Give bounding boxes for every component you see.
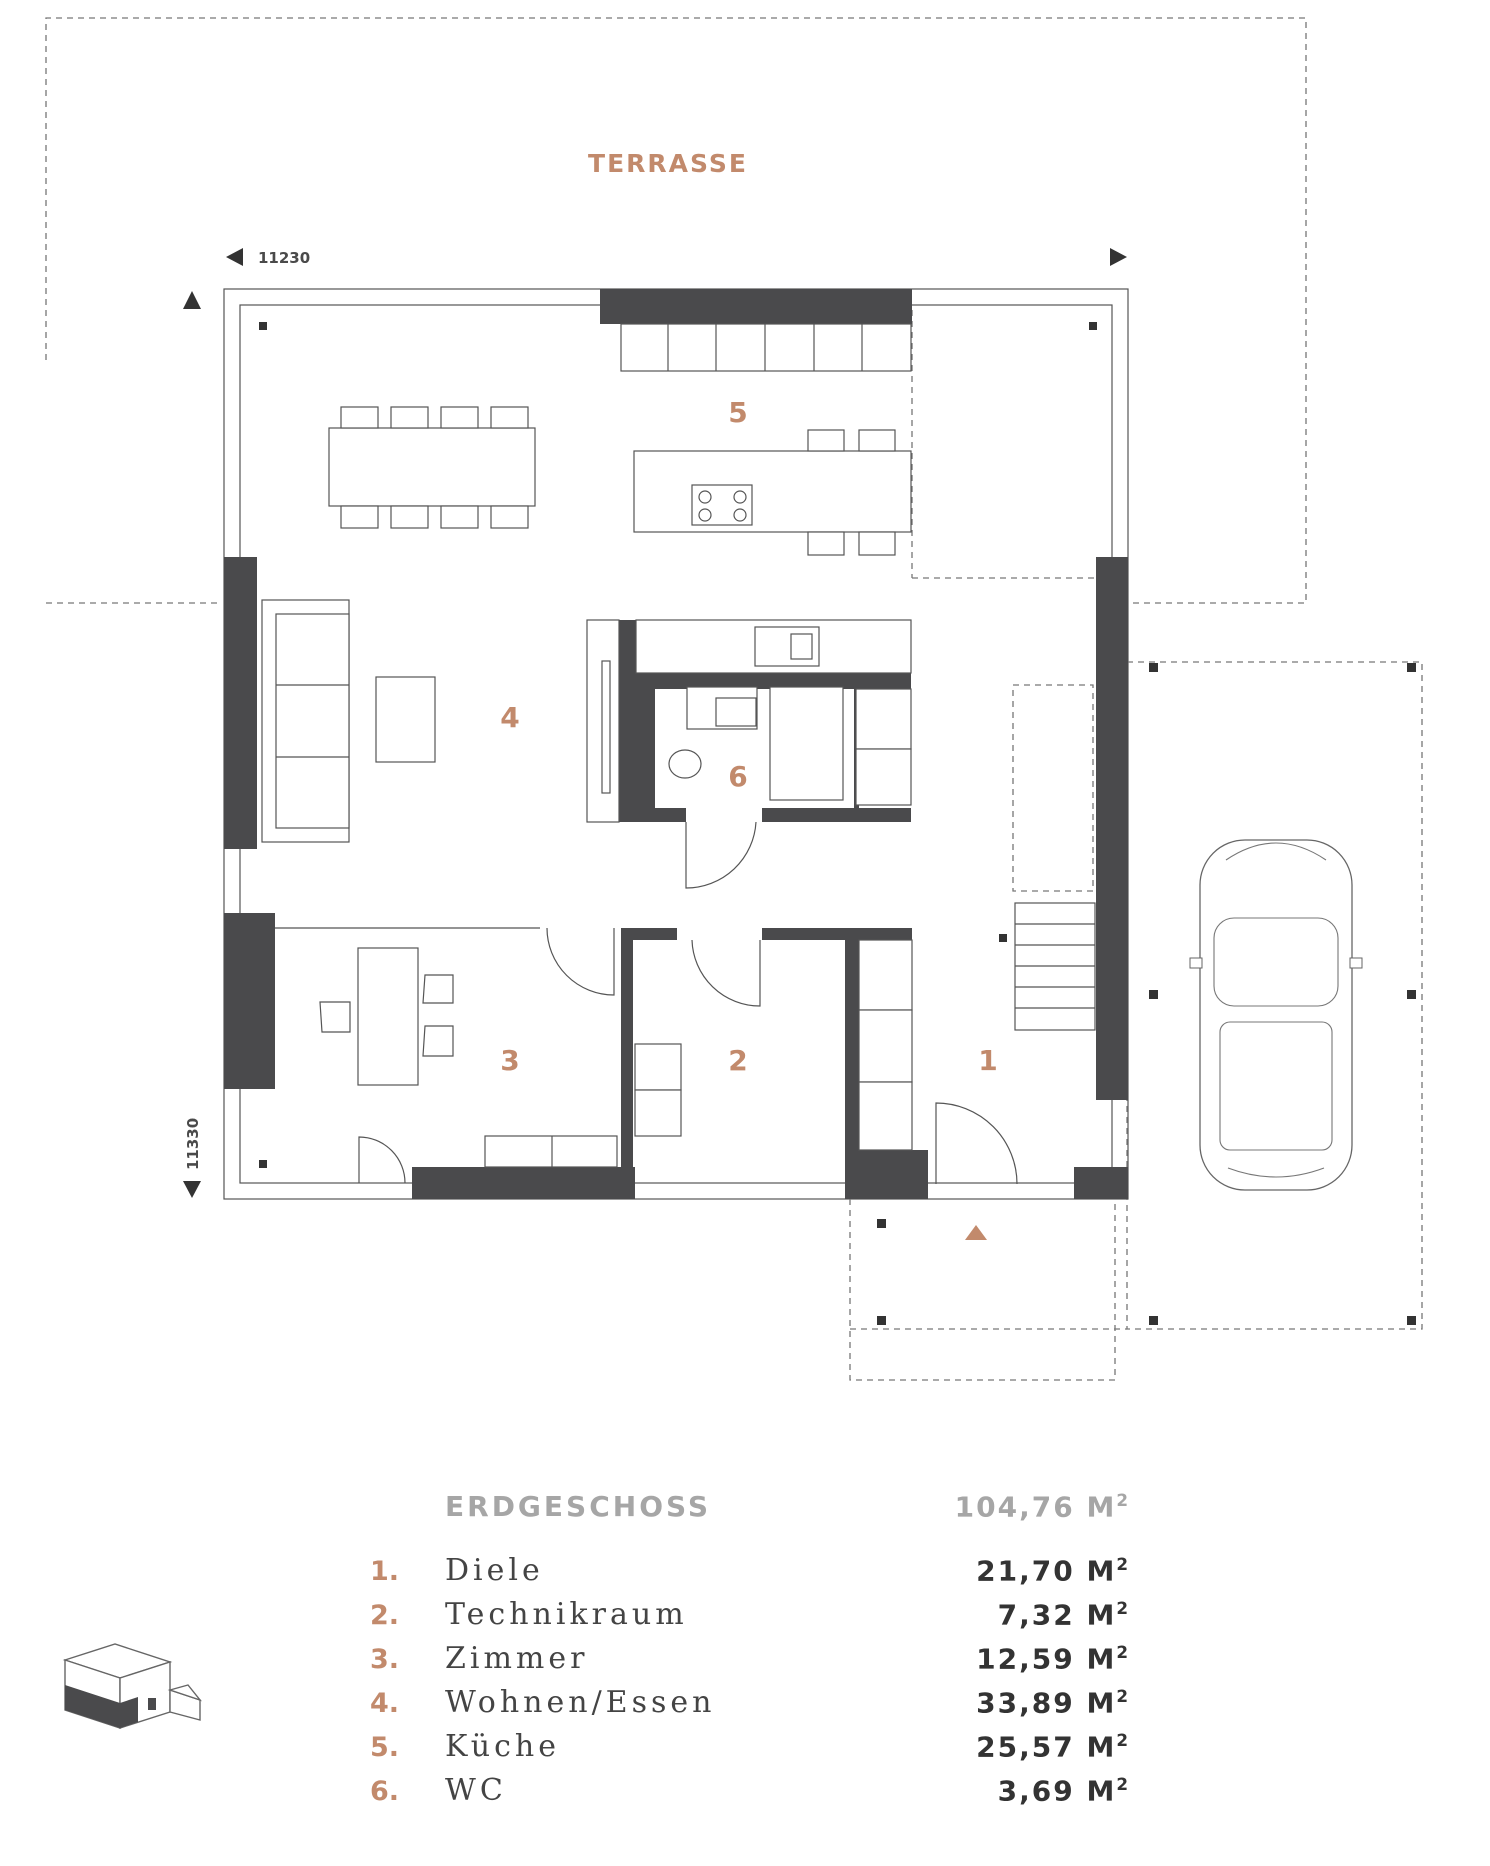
- room-name: Diele: [445, 1553, 544, 1589]
- unit-sup: 2: [1116, 1554, 1130, 1574]
- room-number: 6.: [370, 1776, 400, 1808]
- arrow-up-icon: [183, 291, 201, 309]
- arrow-right-icon: [1110, 248, 1127, 266]
- room-area-value: 21,70 M: [976, 1554, 1117, 1588]
- room-area-value: 33,89 M: [976, 1686, 1117, 1720]
- legend-header: [445, 1490, 1130, 1523]
- room-area: [976, 1554, 1130, 1587]
- room-name: Küche: [445, 1729, 560, 1765]
- car-icon: [1190, 840, 1362, 1190]
- room-area: [998, 1598, 1130, 1631]
- arrow-left-icon: [226, 248, 243, 266]
- floor-total-area-value: 104,76 M: [954, 1490, 1117, 1524]
- unit-sup: 2: [1116, 1642, 1130, 1662]
- technikraum-furniture: [635, 940, 760, 1136]
- legend-row: [370, 1685, 1130, 1729]
- floor-total-area: [955, 1490, 1130, 1523]
- room-area: [976, 1642, 1130, 1675]
- room-label-4: 4: [500, 701, 520, 734]
- room-label-3: 3: [500, 1044, 520, 1077]
- dimension-height: 11330: [184, 1117, 202, 1170]
- kitchen-island: [634, 430, 911, 555]
- unit-sup: 2: [1116, 1490, 1130, 1510]
- room-name: Zimmer: [445, 1641, 589, 1677]
- room-name: WC: [445, 1773, 507, 1809]
- legend-row: [370, 1597, 1130, 1641]
- room-number: 3.: [370, 1644, 400, 1676]
- terrace-label: TERRASSE: [588, 149, 748, 178]
- room-area-value: 12,59 M: [976, 1642, 1117, 1676]
- room-area: [998, 1774, 1130, 1807]
- room-name: Wohnen/Essen: [445, 1685, 716, 1721]
- sofa: [262, 600, 435, 842]
- unit-sup: 2: [1116, 1686, 1130, 1706]
- dining-table: [329, 407, 535, 528]
- room-number: 1.: [370, 1556, 400, 1588]
- room-legend: [370, 1490, 1130, 1817]
- kitchen-counter: [621, 324, 911, 371]
- room-label-2: 2: [728, 1044, 748, 1077]
- house-icon: [60, 1630, 210, 1730]
- room-area-value: 25,57 M: [976, 1730, 1117, 1764]
- room-number: 5.: [370, 1732, 400, 1764]
- legend-row: [370, 1729, 1130, 1773]
- room-label-1: 1: [978, 1044, 998, 1077]
- room-area: [976, 1686, 1130, 1719]
- room-label-5: 5: [728, 396, 748, 429]
- legend-row: [370, 1641, 1130, 1685]
- room-name: Technikraum: [445, 1597, 688, 1633]
- entrance-arrow-icon: [965, 1225, 987, 1240]
- room-area-value: 3,69 M: [997, 1774, 1117, 1808]
- room-area-value: 7,32 M: [997, 1598, 1117, 1632]
- room-label-6: 6: [728, 760, 748, 793]
- unit-sup: 2: [1116, 1774, 1130, 1794]
- unit-sup: 2: [1116, 1730, 1130, 1750]
- legend-row: [370, 1553, 1130, 1597]
- room-number: 4.: [370, 1688, 400, 1720]
- room-area: [976, 1730, 1130, 1763]
- dimension-width: 11230: [258, 249, 311, 267]
- unit-sup: 2: [1116, 1598, 1130, 1618]
- zimmer-furniture: [275, 928, 617, 1183]
- arrow-down-icon: [183, 1181, 201, 1198]
- room-number: 2.: [370, 1600, 400, 1632]
- floor-title: ERDGESCHOSS: [445, 1490, 712, 1524]
- legend-row: [370, 1773, 1130, 1817]
- wc: [669, 687, 911, 888]
